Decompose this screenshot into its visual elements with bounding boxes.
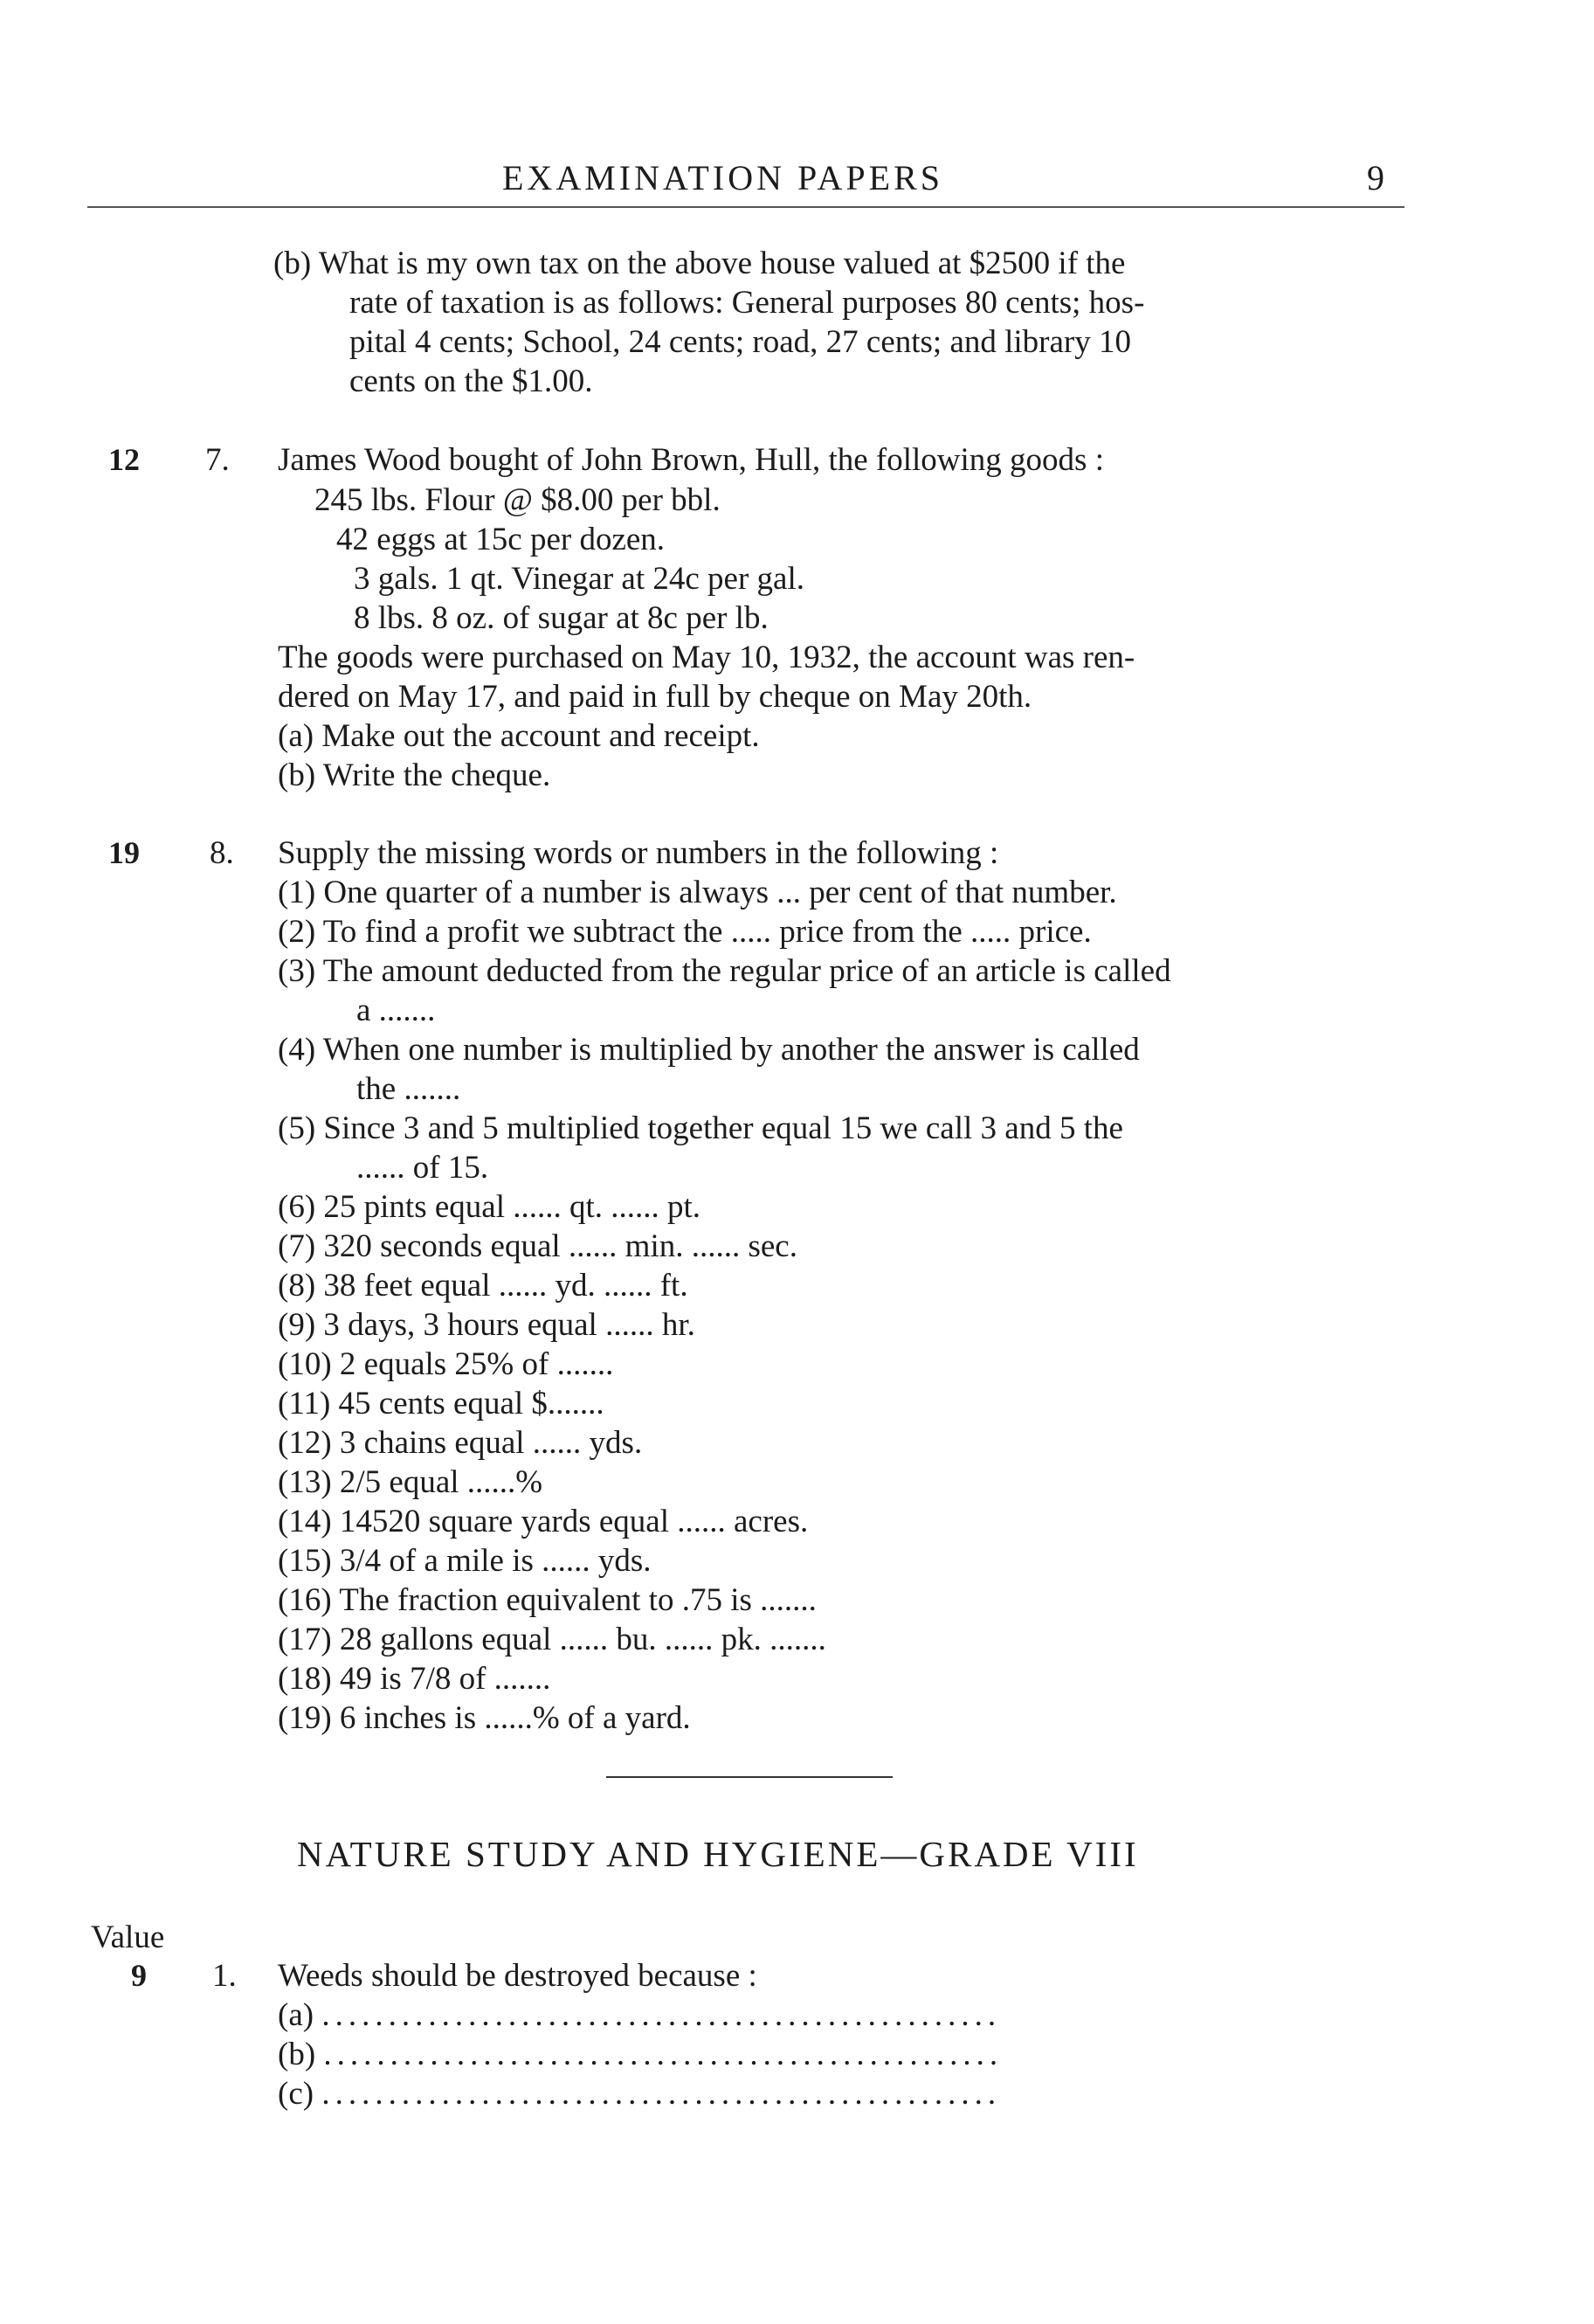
item-label: (18) [278, 1661, 332, 1697]
question-mark-value: 9 [131, 1958, 147, 1993]
fill-in-item [278, 1267, 688, 1305]
answer-dots: ................................................... [323, 2037, 1004, 2072]
question-intro: Supply the missing words or numbers in the following : [278, 835, 999, 871]
question-part: (a) Make out the account and receipt. [278, 718, 760, 754]
text-line: (b) What is my own tax on the above house valued at $2500 if the [273, 246, 1126, 281]
item-label: (6) [278, 1189, 316, 1225]
page-number: 9 [1367, 158, 1384, 197]
item-text: 3/4 of a mile is ...... yds. [339, 1543, 652, 1579]
item-label: (1) [278, 875, 316, 910]
fill-in-item [278, 1385, 604, 1423]
fill-in-item [278, 952, 1171, 991]
part-label: (c) [278, 2076, 314, 2112]
item-text: Since 3 and 5 multiplied together equal 15 we call 3 and 5 the [323, 1110, 1123, 1146]
fill-in-item [278, 1228, 797, 1266]
item-label: (2) [278, 914, 316, 950]
item-text: 6 inches is ......% of a yard. [339, 1700, 691, 1736]
item-text: One quarter of a number is always ... per cent of that number. [323, 875, 1117, 910]
item-text: 3 days, 3 hours equal ...... hr. [323, 1307, 695, 1343]
goods-item: 245 lbs. Flour @ $8.00 per bbl. [314, 482, 721, 518]
item-label: (8) [278, 1268, 316, 1304]
fill-in-item [278, 1699, 691, 1738]
answer-line [278, 1996, 1001, 2035]
running-header-title: EXAMINATION PAPERS [502, 158, 944, 197]
question-mark-value: 12 [108, 442, 140, 477]
item-text: 45 cents equal $....... [338, 1386, 604, 1421]
item-label: (10) [278, 1346, 332, 1382]
answer-line [278, 2036, 1003, 2074]
fill-in-item [278, 1463, 542, 1502]
answer-dots: ................................................... [321, 1997, 1002, 2033]
answer-dots: ................................................... [321, 2076, 1002, 2112]
question-intro: Weeds should be destroyed because : [278, 1958, 757, 1994]
item-text: 28 gallons equal ...... bu. ...... pk. ....... [339, 1622, 826, 1657]
item-label: (4) [278, 1032, 316, 1068]
question-part: (b) Write the cheque. [278, 757, 551, 793]
fill-in-item [278, 1188, 700, 1227]
item-label: (17) [278, 1622, 332, 1657]
part-label: (b) [278, 2037, 316, 2072]
item-text: 320 seconds equal ...... min. ...... sec. [323, 1228, 797, 1264]
item-label: (14) [278, 1504, 332, 1539]
item-text: 3 chains equal ...... yds. [339, 1425, 643, 1461]
section-title: NATURE STUDY AND HYGIENE—GRADE VIII [297, 1834, 1139, 1874]
fill-in-item [278, 913, 1092, 951]
text-line: cents on the $1.00. [349, 363, 593, 399]
item-label: (19) [278, 1700, 332, 1736]
header-rule [87, 206, 1404, 208]
section-separator [606, 1776, 893, 1778]
question-number: 8. [210, 835, 234, 871]
item-continuation: ...... of 15. [356, 1150, 489, 1186]
item-continuation: a ....... [356, 993, 436, 1028]
item-label: (3) [278, 953, 316, 989]
item-label: (13) [278, 1464, 332, 1500]
item-continuation: the ....... [356, 1071, 461, 1107]
fill-in-item [278, 1542, 652, 1580]
goods-item: 8 lbs. 8 oz. of sugar at 8c per lb. [354, 600, 769, 636]
text-line: dered on May 17, and paid in full by cheque on May 20th. [278, 679, 1032, 715]
goods-item: 42 eggs at 15c per dozen. [336, 522, 666, 557]
fill-in-item [278, 1581, 817, 1620]
goods-item: 3 gals. 1 qt. Vinegar at 24c per gal. [354, 561, 804, 597]
item-text: The fraction equivalent to .75 is ....... [339, 1582, 817, 1618]
item-label: (15) [278, 1543, 332, 1579]
fill-in-item [278, 1345, 613, 1384]
fill-in-item [278, 1306, 695, 1345]
item-text: 14520 square yards equal ...... acres. [339, 1504, 809, 1539]
item-text: 49 is 7/8 of ....... [339, 1661, 551, 1697]
fill-in-item [278, 1660, 550, 1698]
fill-in-item [278, 1110, 1123, 1148]
item-text: When one number is multiplied by another the answer is called [322, 1032, 1140, 1068]
value-column-label: Value [91, 1919, 165, 1955]
item-text: 38 feet equal ...... yd. ...... ft. [323, 1268, 688, 1304]
fill-in-item [278, 874, 1117, 912]
item-text: The amount deducted from the regular price of an article is called [322, 953, 1171, 989]
item-label: (9) [278, 1307, 316, 1343]
item-label: (11) [278, 1386, 331, 1421]
item-text: To find a profit we subtract the ..... price from the ..... price. [322, 914, 1092, 950]
fill-in-item [278, 1621, 826, 1659]
item-text: 2 equals 25% of ....... [339, 1346, 614, 1382]
answer-line [278, 2075, 1001, 2113]
question-number: 1. [212, 1958, 237, 1994]
question-intro: James Wood bought of John Brown, Hull, the following goods : [278, 442, 1104, 478]
item-text: 25 pints equal ...... qt. ...... pt. [323, 1189, 701, 1225]
fill-in-item [278, 1503, 808, 1541]
text-line: rate of taxation is as follows: General purposes 80 cents; hos- [349, 285, 1145, 321]
item-label: (16) [278, 1582, 332, 1618]
fill-in-item [278, 1424, 642, 1463]
item-label: (5) [278, 1110, 316, 1146]
fill-in-item [278, 1031, 1140, 1069]
text-line: pital 4 cents; School, 24 cents; road, 27 cents; and library 10 [349, 324, 1131, 360]
item-label: (7) [278, 1228, 316, 1264]
question-mark-value: 19 [108, 835, 140, 870]
question-number: 7. [205, 442, 230, 478]
part-label: (a) [278, 1997, 314, 2033]
item-label: (12) [278, 1425, 332, 1461]
item-text: 2/5 equal ......% [339, 1464, 543, 1500]
text-line: The goods were purchased on May 10, 1932, the account was ren- [278, 640, 1135, 675]
